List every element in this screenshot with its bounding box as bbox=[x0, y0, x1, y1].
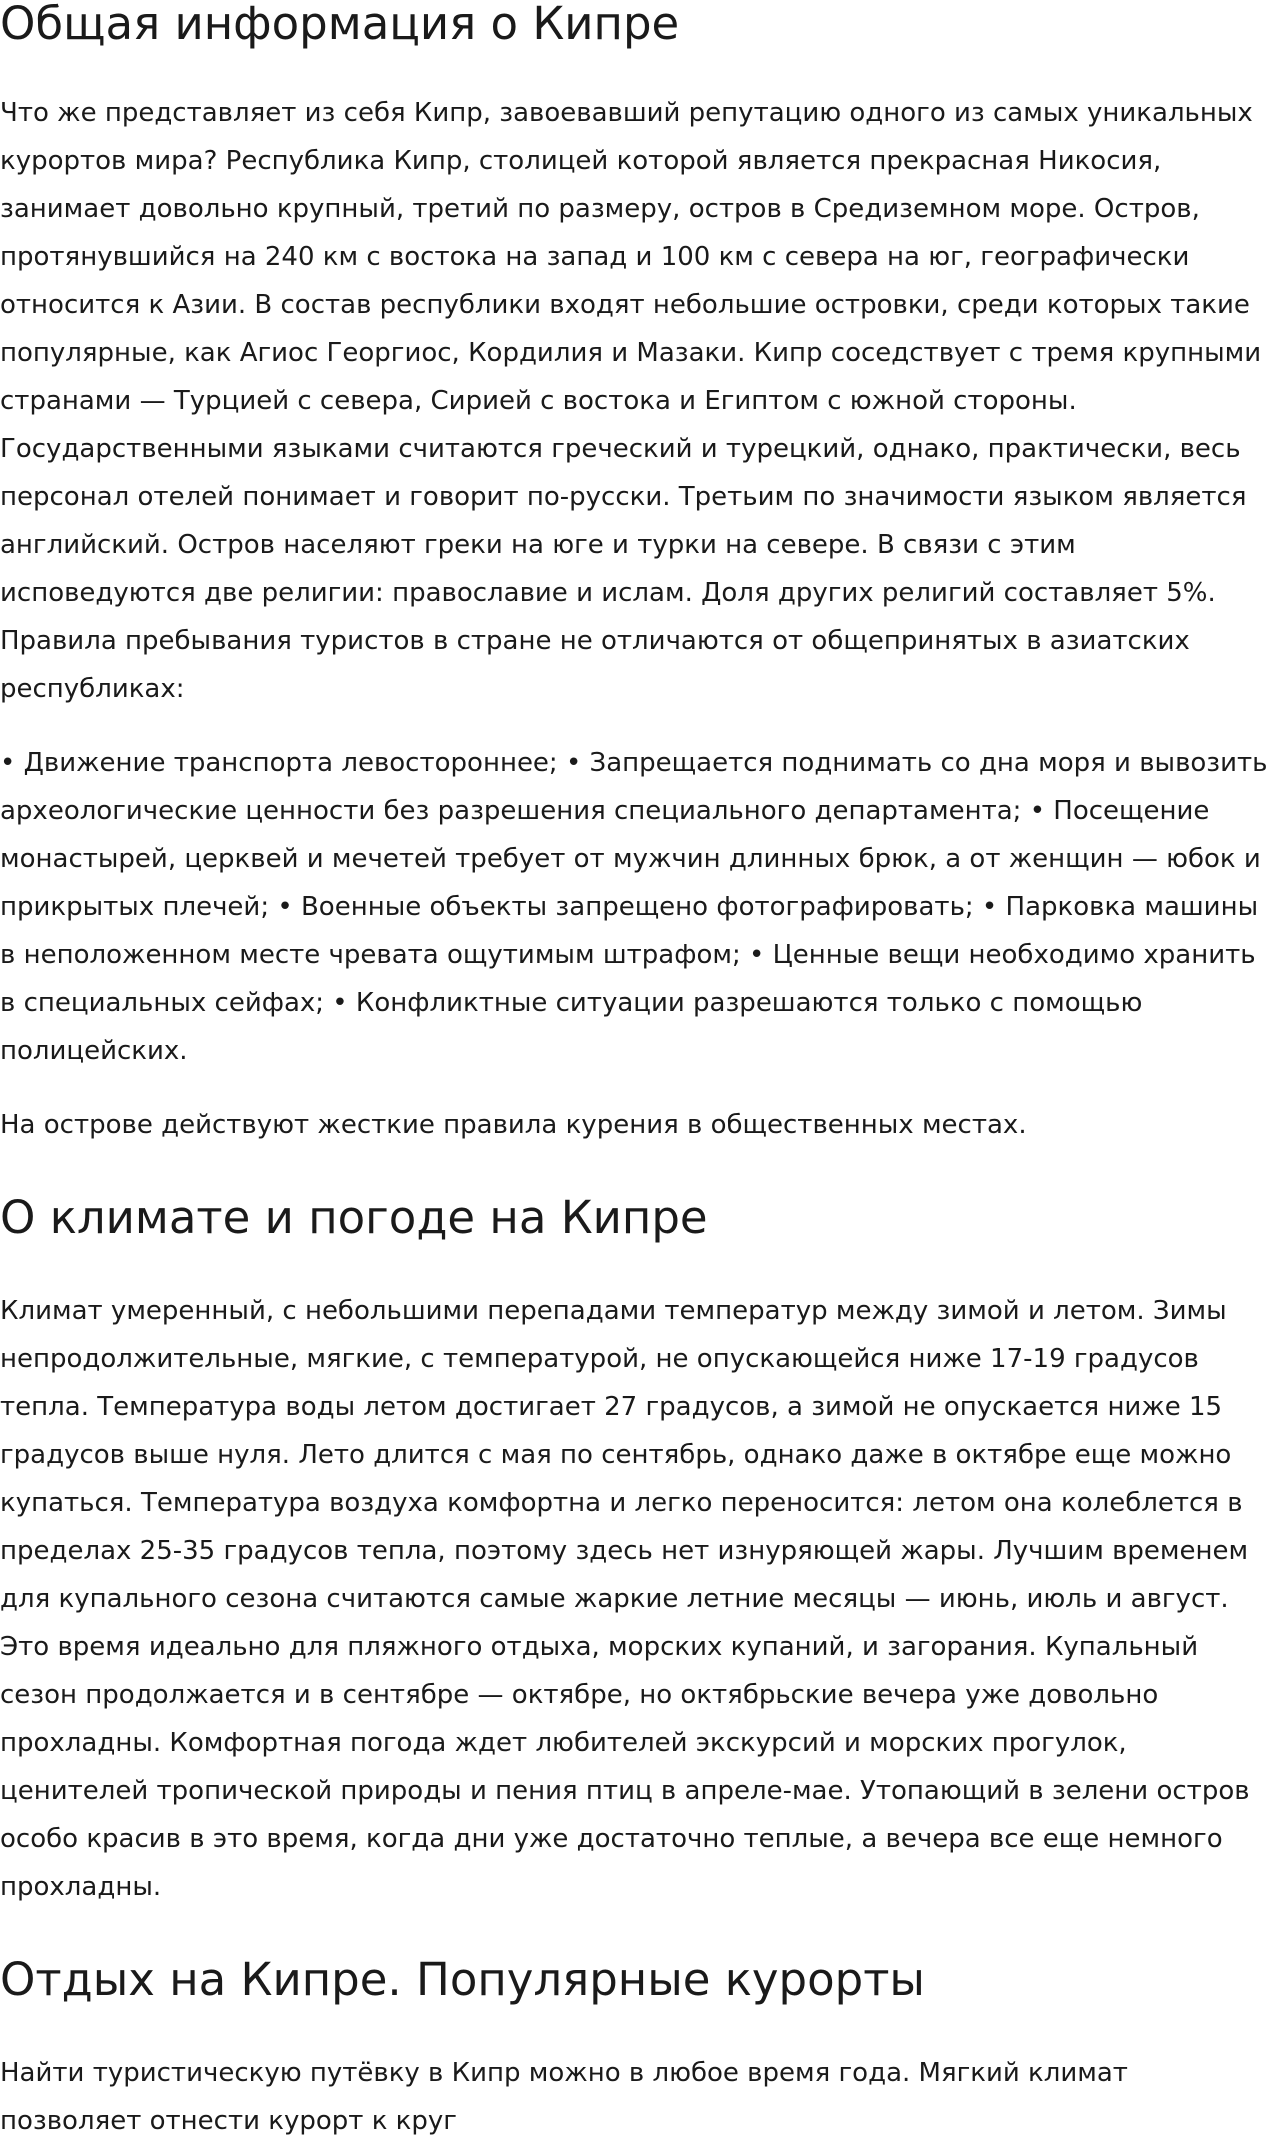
section-heading-general-info: Общая информация о Кипре bbox=[0, 0, 680, 50]
section-heading-resorts: Отдых на Кипре. Популярные курорты bbox=[0, 1953, 925, 2006]
paragraph-smoking-rules: На острове действуют жесткие правила курения в общественных местах. bbox=[0, 1110, 1027, 1140]
paragraph-intro: Что же представляет из себя Кипр, завоевавший репутацию одного из самых уникальных курортов мира? Республика Кипр, столицей которой является прекрасная Никосия, занимает довольно крупный, третий по размеру, остров в Средиземном море. Остров, протянувшийся на 240 км с востока на запад и 100 км с севера на юг, географически относится к Азии. В состав республики входят небольшие островки, среди которых такие популярные, как Агиос Георгиос, Кордилия и Мазаки. Кипр соседствует с тремя крупными странами — Турцией с севера, Сирией с востока и Египтом с южной стороны. Государственными языками считаются греческий и турецкий, однако, практически, весь персонал отелей понимает и говорит по-русски. Третьим по значимости языком является английский. Остров населяют греки на юге и турки на севере. В связи с этим исповедуются две религии: православие и ислам. Доля других религий составляет 5%. Правила пребывания туристов в стране не отличаются от общепринятых в азиатских республиках: bbox=[0, 98, 1262, 704]
paragraph-climate: Климат умеренный, с небольшими перепадами температур между зимой и летом. Зимы непродолжительные, мягкие, с температурой, не опускающейся ниже 17-19 градусов тепла. Температура воды летом достигает 27 градусов, а зимой не опускается ниже 15 градусов выше нуля. Лето длится с мая по сентябрь, однако даже в октябре еще можно купаться. Температура воздуха комфортна и легко переносится: летом она колеблется в пределах 25-35 градусов тепла, поэтому здесь нет изнуряющей жары. Лучшим временем для купального сезона считаются самые жаркие летние месяцы — июнь, июль и август. Это время идеально для пляжного отдыха, морских купаний, и загорания. Купальный сезон продолжается и в сентябре — октябре, но октябрьские вечера уже довольно прохладны. Комфортная погода ждет любителей экскурсий и морских прогулок, ценителей тропической природы и пения птиц в апреле-мае. Утопающий в зелени остров особо красив в это время, когда дни уже достаточно теплые, а вечера все еще немного прохладны. bbox=[0, 1296, 1250, 1902]
paragraph-rules-list: • Движение транспорта левостороннее; • Запрещается поднимать со дна моря и вывозить археологические ценности без разрешения специального департамента; • Посещение монастырей, церквей и мечетей требует от мужчин длинных брюк, а от женщин — юбок и прикрытых плечей; • Военные объекты запрещено фотографировать; • Парковка машины в неположенном месте чревата ощутимым штрафом; • Ценные вещи необходимо хранить в специальных сейфах; • Конфликтные ситуации разрешаются только с помощью полицейских. bbox=[0, 748, 1268, 1066]
section-heading-climate: О климате и погоде на Кипре bbox=[0, 1191, 708, 1244]
paragraph-resorts: Найти туристическую путёвку в Кипр можно в любое время года. Мягкий климат позволяет отнести курорт к круг bbox=[0, 2058, 1128, 2136]
